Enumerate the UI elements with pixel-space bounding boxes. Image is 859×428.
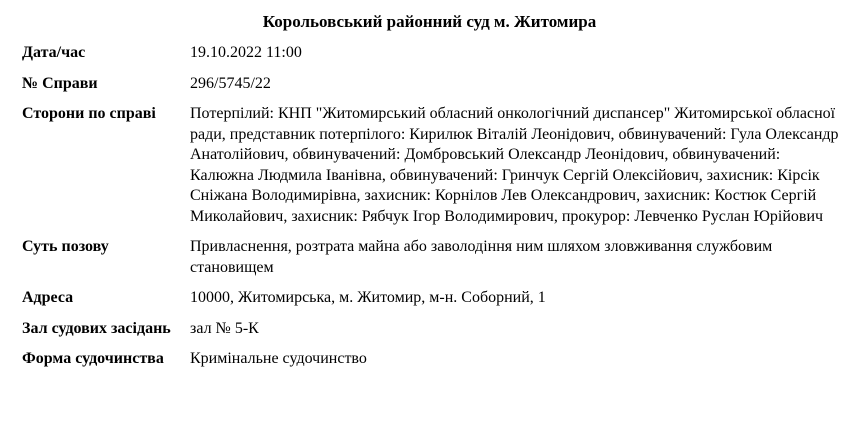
- table-row-date-time: [0, 38, 859, 69]
- row-label-parties: Сторони по справі: [22, 105, 156, 122]
- table-row-address: [0, 283, 859, 314]
- table-row-courtroom: [0, 314, 859, 345]
- row-label-date-time: Дата/час: [22, 44, 86, 61]
- row-label-courtroom: Зал судових засідань: [22, 319, 171, 337]
- row-label-claim-subject: Суть позову: [22, 238, 109, 255]
- row-value-proceedings-form: Кримінальне судочинство: [190, 350, 367, 367]
- table-row-case-number: [0, 69, 859, 100]
- row-value-parties: Потерпілий: КНП "Житомирський обласний онкологічний диспансер" Житомирської обласної ради, представник потерпілого: Кирилюк Віталій Леонідович, обвинувачений: Гула Олександр Анатолійович, обвинувачений: Домбровський Олександр Леонідович, обвинувачений: Калюжна Людмила Іванівна, обвинувачений: Гринчук Сергій Олексійович, захисник: Кірсік Сніжана Володимирівна, захисник: Корнілов Лев Олександрович, захисник: Костюк Сергій Миколайович, захисник: Рябчук Ігор Володимирович, прокурор: Левченко Руслан Юрійович: [190, 105, 839, 225]
- table-row-proceedings-form: [0, 344, 859, 375]
- row-value-address: 10000, Житомирська, м. Житомир, м-н. Соборний, 1: [190, 289, 546, 306]
- page-title: Корольовський районний суд м. Житомира: [262, 12, 597, 31]
- row-value-case-number: 296/5745/22: [190, 74, 271, 92]
- row-label-address: Адреса: [22, 289, 74, 306]
- row-value-claim-subject: Привласнення, розтрата майна або заволодіння ним шляхом зловживання службовим становищем: [190, 238, 773, 276]
- row-value-date-time: 19.10.2022 11:00: [190, 44, 302, 61]
- row-value-courtroom: зал № 5-К: [190, 319, 259, 337]
- table-row-claim-subject: [0, 232, 859, 283]
- case-details-table: [0, 38, 859, 375]
- row-label-proceedings-form: Форма судочинства: [22, 350, 164, 367]
- row-label-case-number: № Справи: [22, 74, 98, 92]
- table-row-parties: [0, 99, 859, 232]
